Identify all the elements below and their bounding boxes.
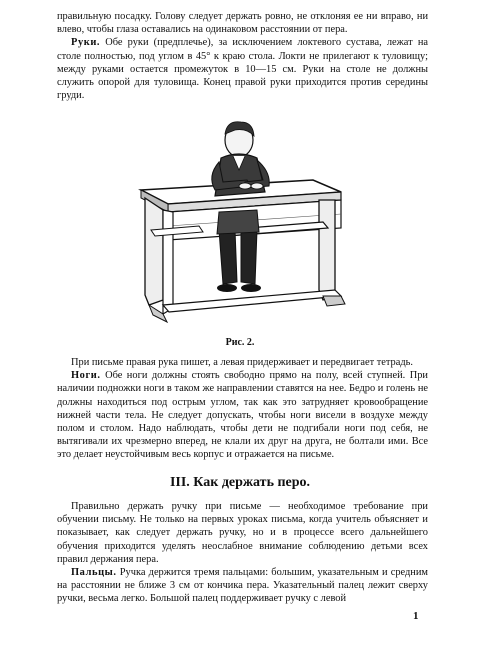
page-signature-mark: 1 bbox=[413, 610, 419, 622]
boy-shorts bbox=[217, 210, 259, 234]
paragraph-holding-pen: Правильно держать ручку при письме — необходимое требование при обучении письму. Не только на первых уроках письма, когда учитель объясняет и показывает, как следует держать ручку, но и в процессе всего дальнейшего обучения приходится уделять неослабное внимание соблюдению детьми всех правил держания пера. bbox=[57, 501, 428, 565]
paragraph-legs bbox=[57, 369, 428, 461]
paragraph-posture: правильную посадку. Голову следует держать ровно, не отклоняя ее ни вправо, ни влево, чтобы глаза оставались на одинаковом расстоянии от пера. bbox=[57, 11, 428, 36]
boy-left-leg bbox=[219, 230, 237, 284]
paragraph-hands bbox=[57, 36, 428, 102]
legs-body: Обе ноги должны стоять свободно прямо на полу, всей ступней. При наличии подножки ноги в таком же направлении ставятся на нее. Бедро и голень не должны находиться под острым углом, так как это затрудняет кровообращение нижней части тела. Не следует допускать, чтобы ноги висели в воздухе между полом и столом. Надо наблюдать, чтобы дети не подгибали ноги под себя, не вытягивали их чрезмерно вперед, не клали их друг на друга, не болтали ими. Все это делает неустойчивым весь корпус и отражается на письме. bbox=[57, 370, 428, 461]
boy-right-leg bbox=[241, 230, 257, 284]
floor-runner bbox=[163, 290, 341, 312]
boy-at-desk-illustration bbox=[123, 100, 358, 335]
hands-body: Обе руки (предплечье), за исключением локтевого сустава, лежат на столе полностью, под углом в 45° к краю стола. Локти не прилегают к туловищу; между руками остается промежуток в 10—15 см. Руки на столе не должны служить опорой для туловища. Конец правой руки приходится против середины груди. bbox=[57, 37, 428, 102]
desk-left-side bbox=[145, 198, 163, 305]
fingers-body: Ручка держится тремя пальцами: большим, указательным и средним на расстоянии не ближе 3 см от кончика пера. Указательный палец лежит сверху ручки, весьма легко. Большой палец поддерживает ручку с левой bbox=[57, 567, 428, 605]
boy-left-shoe bbox=[217, 284, 237, 292]
middle-text-block bbox=[57, 356, 428, 462]
hands-lead: Руки. bbox=[71, 37, 101, 49]
fingers-lead: Пальцы. bbox=[71, 567, 117, 579]
desk-right-leg bbox=[319, 200, 335, 300]
section-heading: III. Как держать перо. bbox=[169, 475, 311, 490]
boy-right-shoe bbox=[241, 284, 261, 292]
figure-caption: Рис. 2. bbox=[225, 337, 255, 348]
bottom-text-block bbox=[57, 500, 428, 606]
paragraph-writing-hands: При письме правая рука пишет, а левая придерживает и передвигает тетрадь. bbox=[71, 357, 413, 368]
legs-lead: Ноги. bbox=[71, 370, 101, 382]
paragraph-fingers bbox=[57, 566, 428, 606]
top-text-block bbox=[57, 10, 428, 102]
